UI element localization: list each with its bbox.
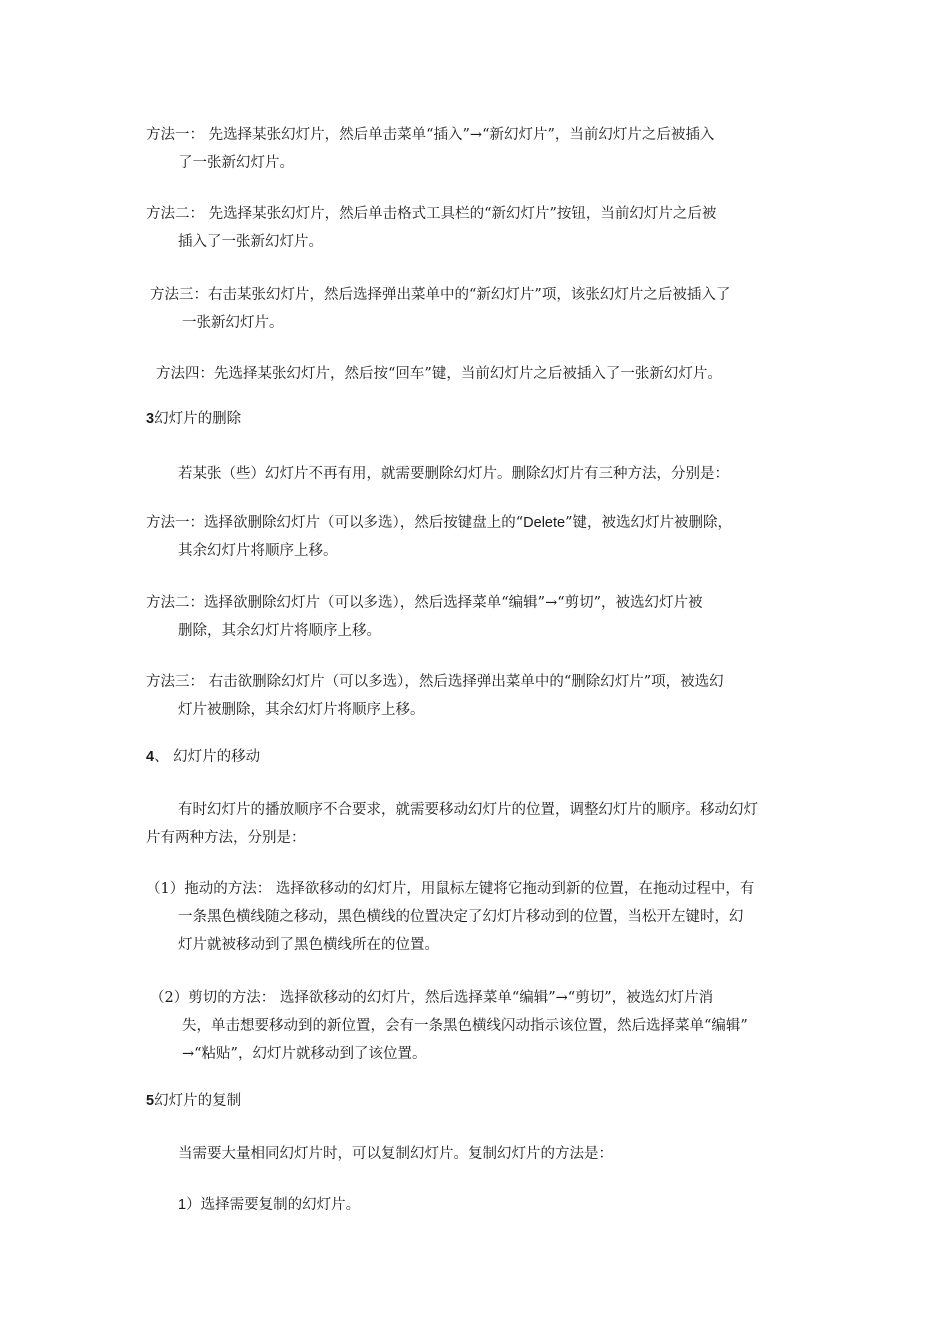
section-heading-copy xyxy=(146,1087,241,1115)
text-line: 方法三：右击某张幻灯片，然后选择弹出菜单中的“新幻灯片”项，该张幻灯片之后被插入了 xyxy=(150,287,731,303)
text-line: →“粘贴”，幻灯片就移动到了该位置。 xyxy=(182,1046,427,1062)
text-line: （2）剪切的方法： 选择欲移动的幻灯片，然后选择菜单“编辑”→“剪切”，被选幻灯片消 xyxy=(150,990,714,1006)
move-intro xyxy=(146,796,758,852)
move-method-drag xyxy=(146,875,754,959)
key-name: Delete xyxy=(523,515,566,531)
text-run: ”键，被选幻灯片被删除， xyxy=(565,515,733,531)
text-line: 片有两种方法，分别是： xyxy=(146,830,306,846)
insert-method-4 xyxy=(156,360,722,388)
text-line: 方法四：先选择某张幻灯片，然后按“回车”键，当前幻灯片之后被插入了一张新幻灯片。 xyxy=(156,366,722,382)
section-title: 、 幻灯片的移动 xyxy=(154,749,261,765)
move-method-cut xyxy=(150,984,748,1068)
insert-method-2 xyxy=(146,200,716,256)
delete-method-1 xyxy=(146,509,732,565)
copy-intro xyxy=(178,1140,613,1168)
text-line: 方法三： 右击欲删除幻灯片（可以多选），然后选择弹出菜单中的“删除幻灯片”项，被选幻 xyxy=(146,674,724,690)
section-number: 4 xyxy=(146,749,155,765)
text-line: （1）拖动的方法： 选择欲移动的幻灯片，用鼠标左键将它拖动到新的位置，在拖动过程中，有 xyxy=(146,881,755,897)
text-line: 当需要大量相同幻灯片时，可以复制幻灯片。复制幻灯片的方法是： xyxy=(178,1146,613,1162)
text-line: 方法一： 先选择某张幻灯片，然后单击菜单“插入”→“新幻灯片”，当前幻灯片之后被插入 xyxy=(146,127,715,143)
text-line: 灯片被删除，其余幻灯片将顺序上移。 xyxy=(178,702,425,718)
text-line: 一条黑色横线随之移动，黑色横线的位置决定了幻灯片移动到的位置，当松开左键时，幻 xyxy=(178,909,744,925)
text-line: 删除，其余幻灯片将顺序上移。 xyxy=(178,623,381,639)
text-line: 其余幻灯片将顺序上移。 xyxy=(178,543,338,559)
section-title: 幻灯片的删除 xyxy=(154,411,242,427)
text-line: 一张新幻灯片。 xyxy=(182,315,284,331)
text-line: 插入了一张新幻灯片。 xyxy=(178,234,323,250)
text-line: 方法二： 先选择某张幻灯片，然后单击格式工具栏的“新幻灯片”按钮，当前幻灯片之后被 xyxy=(146,206,717,222)
section-heading-delete xyxy=(146,405,241,433)
insert-method-3 xyxy=(150,281,730,337)
text-line: 灯片就被移动到了黑色横线所在的位置。 xyxy=(178,937,439,953)
text-run: 方法一：选择欲删除幻灯片（可以多选），然后按键盘上的“ xyxy=(146,515,524,531)
section-number: 3 xyxy=(146,411,155,427)
delete-method-3 xyxy=(146,668,724,724)
insert-method-1 xyxy=(146,121,714,177)
delete-method-2 xyxy=(146,589,703,645)
text-run: ）选择需要复制的幻灯片。 xyxy=(186,1197,361,1213)
text-line: 有时幻灯片的播放顺序不合要求，就需要移动幻灯片的位置，调整幻灯片的顺序。移动幻灯 xyxy=(178,802,758,818)
section-title: 幻灯片的复制 xyxy=(154,1093,242,1109)
delete-intro xyxy=(178,460,729,488)
copy-step-1 xyxy=(178,1191,360,1219)
text-line xyxy=(146,509,732,537)
text-line xyxy=(178,1191,360,1219)
text-line: 失，单击想要移动到的新位置，会有一条黑色横线闪动指示该位置，然后选择菜单“编辑” xyxy=(182,1018,748,1034)
section-heading-move xyxy=(146,743,260,771)
text-line: 了一张新幻灯片。 xyxy=(178,155,294,171)
section-number: 5 xyxy=(146,1093,155,1109)
text-line: 若某张（些）幻灯片不再有用，就需要删除幻灯片。删除幻灯片有三种方法，分别是： xyxy=(178,466,729,482)
step-number: 1 xyxy=(178,1197,187,1213)
text-line: 方法二：选择欲删除幻灯片（可以多选），然后选择菜单“编辑”→“剪切”，被选幻灯片被 xyxy=(146,595,703,611)
